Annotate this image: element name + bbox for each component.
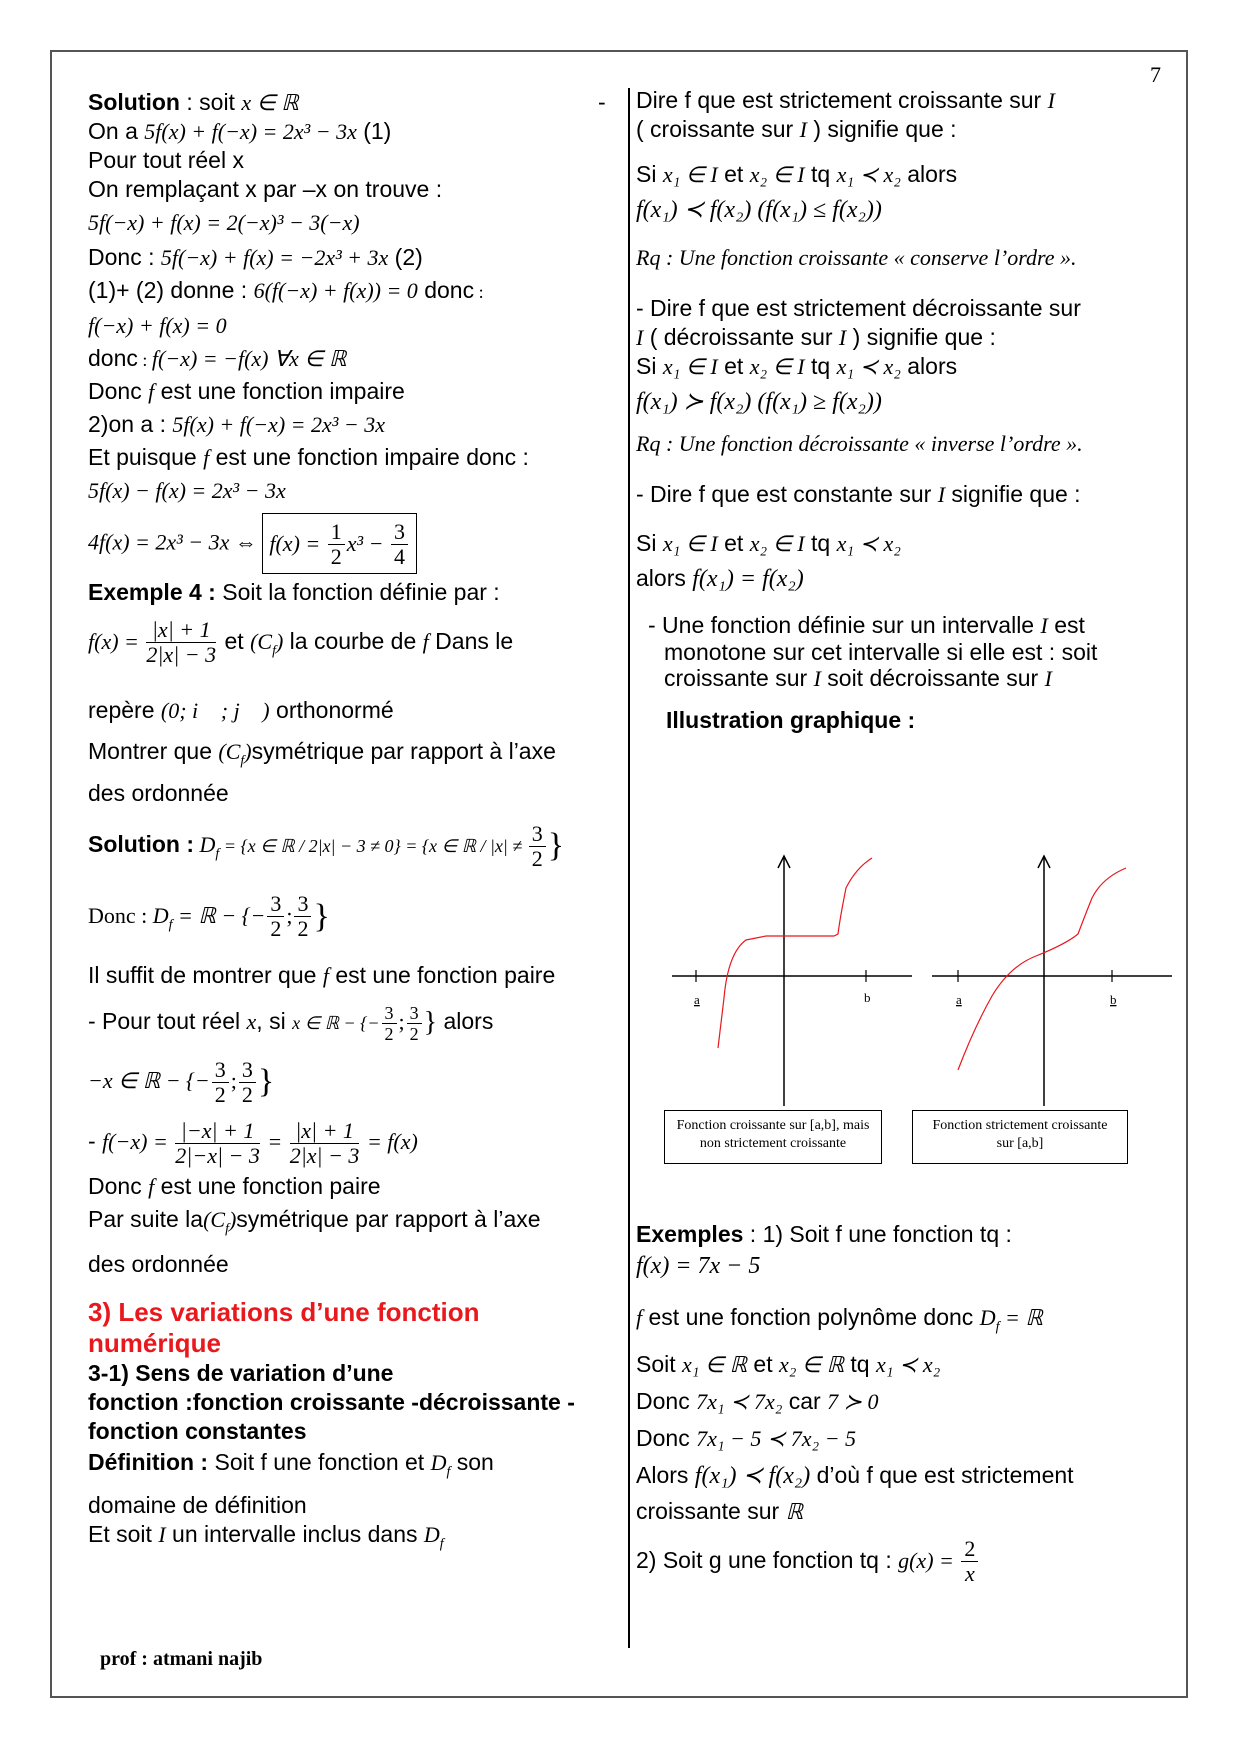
parsuite-cf: (C xyxy=(203,1207,226,1233)
frac-den: 2 xyxy=(330,544,342,570)
eq-neg-math: 5f(−x) + f(x) = 2(−x)³ − 3(−x) xyxy=(88,210,360,235)
impaire-text: Donc xyxy=(88,378,149,404)
r3-order: x₁ ≺ x₂ xyxy=(836,162,901,187)
repere-line xyxy=(88,696,618,725)
suffit-tail: est une fonction paire xyxy=(328,962,556,989)
definition-line2: domaine de définition xyxy=(88,1491,307,1518)
r9-tail: signifie que : xyxy=(945,481,1081,507)
fneg-rhs: = f(x) xyxy=(361,1129,418,1155)
r10-et: et xyxy=(717,530,750,556)
donc-df-end: } xyxy=(313,897,330,935)
frac-b xyxy=(239,1058,256,1107)
paire-tail: est une fonction paire xyxy=(154,1173,381,1200)
r-decroissante-line2 xyxy=(636,323,1176,352)
parsuite-line2: des ordonnée xyxy=(88,1250,229,1277)
eq-neg-line xyxy=(88,208,618,237)
r2-I: I xyxy=(799,117,807,142)
mono3-I2: I xyxy=(1044,666,1052,691)
df-brace-end: } xyxy=(547,827,565,865)
df-set-math: = {x ∈ ℝ / 2|x| − 3 ≠ 0} = {x ∈ ℝ / |x| ≠ xyxy=(219,836,527,857)
frac-num: 2 xyxy=(961,1537,978,1562)
e3-tq: tq xyxy=(844,1350,876,1377)
r10-x2: x₂ ∈ I xyxy=(749,531,805,556)
ex1-donc-line xyxy=(636,1387,1176,1416)
illustration-heading: Illustration graphique : xyxy=(666,707,916,733)
result-line xyxy=(88,513,618,574)
r3-et: et xyxy=(717,161,750,187)
parsuite-line xyxy=(88,1205,618,1244)
label-a: a xyxy=(956,992,962,1007)
function-tail2: Dans le xyxy=(428,628,514,654)
paire-text: Donc xyxy=(88,1173,149,1200)
negx-end: } xyxy=(257,1063,275,1101)
definition-line xyxy=(88,1448,618,1487)
frac-den: 2|x| − 3 xyxy=(289,1142,360,1168)
e6-math: f(x₁) ≺ f(x₂) xyxy=(694,1462,811,1489)
examples-line xyxy=(636,1220,1176,1249)
def3-mid: un intervalle inclus dans xyxy=(165,1520,424,1547)
r6-I2: I xyxy=(838,325,847,350)
curve-croissante xyxy=(718,858,872,1048)
frac-three-quarters xyxy=(391,520,408,569)
r7-x1: x₁ ∈ I xyxy=(662,354,718,379)
df-frac xyxy=(529,822,546,871)
frac-num: 3 xyxy=(267,892,284,917)
mono1-text: - Une fonction définie sur un intervalle xyxy=(648,612,1041,638)
suffit-f: f xyxy=(322,963,329,989)
fneg-line xyxy=(88,1113,618,1170)
r-strict-croissante-line xyxy=(636,86,1176,115)
donc-df-math: = ℝ − {− xyxy=(172,902,266,928)
frac-num: 3 xyxy=(391,520,408,545)
r6-tail: ) signifie que : xyxy=(846,324,996,350)
negx-line xyxy=(88,1054,618,1107)
r6-I: I xyxy=(636,325,644,350)
r2-text: ( croissante sur xyxy=(636,116,800,142)
part2-line xyxy=(88,410,618,439)
e2-r: = ℝ xyxy=(999,1305,1043,1330)
frac-den: 2 xyxy=(409,1023,419,1044)
r7-et: et xyxy=(717,353,750,379)
frac-den: 2 xyxy=(297,916,309,942)
r-si-line xyxy=(636,160,1176,189)
function-et: et xyxy=(218,628,251,654)
eq2-tag: (2) xyxy=(388,244,423,270)
remark-decroissante: Rq : Une fonction décroissante « inverse l’ordre ». xyxy=(636,431,1083,456)
pour-math: x ∈ ℝ − {− xyxy=(292,1013,380,1034)
r3-x1: x₁ ∈ I xyxy=(662,162,718,187)
function-tail: la courbe de xyxy=(283,628,423,654)
puisque-line xyxy=(88,443,618,472)
donc-df-symbol: D xyxy=(152,902,169,928)
r10-si: Si xyxy=(636,530,663,556)
examples-block xyxy=(636,1220,1176,1587)
r4-math: f(x₁) ≺ f(x₂) (f(x₁) ≤ f(x₂)) xyxy=(636,197,882,223)
r7-tq: tq xyxy=(804,353,837,379)
ex1-function-line xyxy=(636,1251,1176,1281)
odd-math: f(−x) = −f(x) ∀x ∈ ℝ xyxy=(151,346,347,371)
cf-sub: f xyxy=(272,643,276,659)
monotone-line2: monotone sur cet intervalle si elle est : soit xyxy=(664,639,1098,665)
result-lhs: f(x) = xyxy=(269,531,326,556)
examples-text: : 1) Soit f une fonction tq : xyxy=(743,1221,1012,1247)
odd-colon: : xyxy=(137,350,152,370)
donc-df-text: Donc : xyxy=(88,902,153,928)
pour-si: , si xyxy=(256,1008,293,1035)
paire-f: f xyxy=(148,1174,155,1200)
fneg-lhs: f(−x) = xyxy=(102,1129,174,1155)
suffit-text: Il suffit de montrer que xyxy=(88,962,323,989)
r1-text: Dire f que est strictement croissante sur xyxy=(636,87,1048,113)
e7-text: croissante sur xyxy=(636,1497,786,1524)
left-column xyxy=(88,88,618,1558)
montrer-text: Montrer que xyxy=(88,737,219,764)
e2-df: D xyxy=(979,1305,996,1330)
mono3-mid: soit décroissante sur xyxy=(820,665,1045,691)
parsuite-end: ) xyxy=(228,1207,237,1233)
caption-croissante xyxy=(664,1110,882,1164)
zero-line xyxy=(88,311,618,340)
e2-f: f xyxy=(636,1305,643,1330)
def3-df-sub: f xyxy=(439,1536,444,1552)
r3-si: Si xyxy=(636,161,663,187)
pour-tail: alors xyxy=(437,1008,494,1035)
e8-lhs: g(x) = xyxy=(898,1547,960,1573)
df-symbol: D xyxy=(194,832,216,858)
repere-math: (0; i⃗ ; j⃗ ) xyxy=(160,697,270,723)
r10-order: x₁ ≺ x₂ xyxy=(836,531,901,556)
sum-text: (1)+ (2) donne : xyxy=(88,277,254,303)
r2-tail: ) signifie que : xyxy=(806,116,957,142)
definition-df: D xyxy=(430,1449,447,1475)
r-decroissante-line xyxy=(636,294,1176,323)
r7-order: x₁ ≺ x₂ xyxy=(836,354,901,379)
donc-df-sub: f xyxy=(168,917,173,933)
e4-math: 7x₁ ≺ 7x₂ xyxy=(696,1388,783,1414)
r1-I: I xyxy=(1047,88,1055,113)
frac-b xyxy=(407,1003,422,1044)
r11-math: f(x₁) = f(x₂) xyxy=(692,566,804,592)
fneg-eq: = xyxy=(261,1129,288,1155)
example4-label: Exemple 4 : xyxy=(88,579,216,605)
impaire-line xyxy=(88,377,618,406)
pour-end: } xyxy=(423,1007,438,1039)
ex2-line xyxy=(636,1534,1176,1587)
frac-num: 3 xyxy=(407,1003,422,1024)
def3-df: D xyxy=(423,1521,440,1547)
frac-den: 4 xyxy=(393,544,405,570)
solution2-line xyxy=(88,818,618,881)
function-frac xyxy=(146,618,216,667)
frac-num: |−x| + 1 xyxy=(175,1119,260,1144)
ex1-donc-line2 xyxy=(636,1424,1176,1453)
solution-dash: - xyxy=(598,89,606,115)
e3-x1: x₁ ∈ ℝ xyxy=(682,1351,748,1377)
remark-croissante: Rq : Une fonction croissante « conserve l’ordre ». xyxy=(636,245,1077,270)
r10-tq: tq xyxy=(804,530,837,556)
r7-alors: alors xyxy=(900,353,958,379)
pour-x: x xyxy=(246,1009,257,1035)
pour-line xyxy=(88,996,618,1048)
graph-strict-croissante xyxy=(926,848,1176,1108)
line-remplacant: On remplaçant x par –x on trouve : xyxy=(88,176,443,202)
sum-math: 6(f(−x) + f(x)) = 0 xyxy=(253,278,418,303)
e5-math: 7x₁ − 5 ≺ 7x₂ − 5 xyxy=(696,1425,857,1451)
sub-line xyxy=(88,476,618,505)
definition-tail: son xyxy=(450,1448,494,1475)
section3-heading: 3) Les variations d’une fonction xyxy=(88,1296,480,1327)
mono3-I: I xyxy=(813,666,821,691)
repere-tail: orthonormé xyxy=(269,696,394,723)
puisque-tail: est une fonction impaire donc : xyxy=(209,444,529,470)
fneg-dash: - xyxy=(88,1128,103,1155)
result-box xyxy=(262,513,417,574)
solution-math: x ∈ ℝ xyxy=(241,90,299,115)
caption1-line1: Fonction croissante sur [a,b], mais xyxy=(676,1118,870,1133)
sum-line xyxy=(88,276,618,307)
e3-et: et xyxy=(747,1350,780,1377)
negx-sep: ; xyxy=(230,1068,237,1094)
pour-sep: ; xyxy=(398,1009,405,1035)
frac-den: 2 xyxy=(214,1081,226,1107)
frac-num: 3 xyxy=(382,1003,397,1024)
caption1-line2: non strictement croissante xyxy=(699,1136,847,1151)
suffit-line xyxy=(88,961,618,990)
montrer-line xyxy=(88,737,618,776)
r9-text: Dire f que est constante sur xyxy=(643,481,938,507)
solution2-label: Solution : xyxy=(88,831,195,858)
result-mid: x³ − xyxy=(346,531,389,556)
eq2-math: 5f(−x) + f(x) = −2x³ + 3x xyxy=(160,245,389,270)
subsection31-heading-line3: fonction constantes xyxy=(88,1417,307,1444)
frac-a xyxy=(382,1003,397,1044)
function-def-line xyxy=(88,613,618,680)
ex1-croissante-line xyxy=(636,1497,1176,1526)
e5-donc: Donc xyxy=(636,1424,697,1451)
frac-den: 2|x| − 3 xyxy=(146,642,217,668)
montrer-tail: symétrique par rapport à l’axe xyxy=(251,737,556,764)
frac-num: 3 xyxy=(239,1058,256,1083)
frac-den: 2 xyxy=(270,916,282,942)
sum-tail: donc xyxy=(417,277,475,303)
e8-frac xyxy=(961,1537,978,1586)
r-implication-line2 xyxy=(636,387,1176,417)
repere-text: repère xyxy=(88,696,161,723)
monotone-block xyxy=(636,612,1176,692)
e6-tail: d’où f que est strictement xyxy=(810,1461,1074,1488)
frac-num: 3 xyxy=(212,1058,229,1083)
e7-r: ℝ xyxy=(785,1498,803,1524)
frac-den: 2|−x| − 3 xyxy=(175,1142,260,1168)
subsection31-heading-line2: fonction :fonction croissante -décroissante - xyxy=(88,1388,575,1415)
negx-math: −x ∈ ℝ − {− xyxy=(88,1068,210,1094)
parsuite-text: Par suite la xyxy=(88,1206,204,1233)
frac-den: 2 xyxy=(384,1023,394,1044)
caption-strict-croissante xyxy=(912,1110,1128,1164)
impaire-tail: est une fonction impaire xyxy=(154,378,405,404)
example4-text: Soit la fonction définie par : xyxy=(215,579,500,605)
fneg-frac2 xyxy=(290,1119,360,1168)
frac-b xyxy=(294,892,311,941)
df-sub: f xyxy=(215,846,220,862)
e3-soit: Soit xyxy=(636,1350,683,1377)
r5-text: Dire f que est strictement décroissante sur xyxy=(643,295,1081,321)
def3-I: I xyxy=(158,1521,166,1547)
r3-tq: tq xyxy=(804,161,837,187)
eq1-math: 5f(x) + f(−x) = 2x³ − 3x xyxy=(144,119,357,144)
ex1-domain-line xyxy=(636,1303,1176,1342)
definition-df-sub: f xyxy=(446,1464,451,1480)
mono1-tail: est xyxy=(1047,612,1085,638)
r9-dash: - xyxy=(636,481,644,507)
eq1-tag: (1) xyxy=(356,118,392,144)
e8-text: 2) Soit g une fonction tq : xyxy=(636,1546,899,1573)
e2-df-sub: f xyxy=(995,1319,1000,1335)
right-column xyxy=(636,88,1176,735)
sub-math: 5f(x) − f(x) = 2x³ − 3x xyxy=(88,478,286,503)
ex1-alors-line xyxy=(636,1461,1176,1491)
r-constante-line xyxy=(636,480,1176,509)
montrer-sub: f xyxy=(240,753,245,769)
ex1-soit-line xyxy=(636,1350,1176,1379)
eq2-text: Donc : xyxy=(88,244,161,270)
r10-x1: x₁ ∈ I xyxy=(662,531,718,556)
r3-x2: x₂ ∈ I xyxy=(749,162,805,187)
monotone-line1 xyxy=(648,612,1176,639)
r-alors-line xyxy=(636,564,1176,594)
r-croissante-line xyxy=(636,115,1176,144)
e2-text: est une fonction polynôme donc xyxy=(642,1304,980,1330)
paire-line xyxy=(88,1172,618,1201)
frac-num: 3 xyxy=(529,822,546,847)
frac-a xyxy=(267,892,284,941)
caption2-line2: sur [a,b] xyxy=(996,1136,1044,1151)
r6-text: ( décroissante sur xyxy=(643,324,839,350)
donc-df-line xyxy=(88,889,618,952)
label-b: b xyxy=(1110,992,1117,1007)
r5-dash: - xyxy=(636,295,644,321)
function-f: f xyxy=(422,629,429,654)
sum-colon: : xyxy=(474,282,484,302)
frac-den: 2 xyxy=(531,845,543,871)
frac-half xyxy=(328,520,345,569)
e4-math2: 7 ≻ 0 xyxy=(827,1388,879,1414)
r8-math: f(x₁) ≻ f(x₂) (f(x₁) ≥ f(x₂)) xyxy=(636,389,882,415)
curve-strict-croissante xyxy=(958,868,1126,1070)
montrer-line2: des ordonnée xyxy=(88,780,229,807)
r-si-line3 xyxy=(636,529,1176,558)
e4-donc: Donc xyxy=(636,1387,697,1414)
frac-num: 3 xyxy=(294,892,311,917)
frac-den: x xyxy=(964,1561,975,1587)
definition-label: Définition : xyxy=(88,1448,209,1475)
cf-symbol: (C xyxy=(250,629,273,654)
puisque-f: f xyxy=(203,445,210,470)
definition-line3 xyxy=(88,1520,618,1559)
montrer-cf: (C xyxy=(218,738,241,764)
solution-line xyxy=(88,88,618,117)
line-pour-tout: Pour tout réel x xyxy=(88,147,244,173)
fneg-frac1 xyxy=(175,1119,260,1168)
frac-a xyxy=(212,1058,229,1107)
subsection31-heading: 3-1) Sens de variation d’une xyxy=(88,1359,394,1386)
donc-df-sep: ; xyxy=(286,902,293,928)
zero-math: f(−x) + f(x) = 0 xyxy=(88,313,227,338)
examples-label: Exemples xyxy=(636,1221,744,1247)
e4-car: car xyxy=(782,1387,828,1414)
eq1-line xyxy=(88,117,618,146)
frac-num: 1 xyxy=(328,520,345,545)
def3-text: Et soit xyxy=(88,1520,159,1547)
impaire-f: f xyxy=(148,379,155,404)
e3-order: x₁ ≺ x₂ xyxy=(876,1351,941,1377)
pour-text: - Pour tout réel xyxy=(88,1008,247,1035)
mono1-I: I xyxy=(1040,613,1048,638)
e3-x2: x₂ ∈ ℝ xyxy=(779,1351,845,1377)
r11-alors: alors xyxy=(636,565,693,591)
r-implication-line xyxy=(636,195,1176,225)
frac-num: |x| + 1 xyxy=(290,1119,360,1144)
eq1-text: On a xyxy=(88,118,145,144)
odd-text: donc xyxy=(88,345,138,371)
footer-author: prof : atmani najib xyxy=(100,1648,263,1670)
r-si-line2 xyxy=(636,352,1176,381)
graph-croissante xyxy=(666,848,916,1108)
r7-x2: x₂ ∈ I xyxy=(749,354,805,379)
cf-end: ) xyxy=(275,629,284,654)
r9-I: I xyxy=(937,482,946,507)
ex1-function: f(x) = 7x − 5 xyxy=(636,1253,761,1279)
e6-alors: Alors xyxy=(636,1461,695,1488)
frac-den: 2 xyxy=(241,1081,253,1107)
caption2-line1: Fonction strictement croissante xyxy=(932,1118,1108,1133)
mono3-text: croissante sur xyxy=(664,665,814,691)
label-b: b xyxy=(864,990,871,1005)
solution-text: : soit xyxy=(179,89,242,115)
example4-line xyxy=(88,578,618,607)
label-a: a xyxy=(694,992,700,1007)
odd-line xyxy=(88,344,618,375)
solution-label: Solution xyxy=(88,89,180,115)
column-divider xyxy=(628,88,630,1648)
definition-text: Soit f une fonction et xyxy=(208,1448,431,1475)
page-number: 7 xyxy=(1150,62,1161,87)
r7-si: Si xyxy=(636,353,663,379)
part2-text: 2)on a : xyxy=(88,411,173,437)
monotone-line3 xyxy=(648,665,1176,692)
montrer-end: ) xyxy=(244,738,252,764)
part2-math: 5f(x) + f(−x) = 2x³ − 3x xyxy=(172,412,385,437)
eq2-line xyxy=(88,243,618,272)
frac-num: |x| + 1 xyxy=(146,618,216,643)
result-math: 4f(x) = 2x³ − 3x ⇔ xyxy=(88,529,263,555)
r3-alors: alors xyxy=(900,161,958,187)
function-lhs: f(x) = xyxy=(88,629,145,654)
section3-heading-line2: numérique xyxy=(88,1327,221,1358)
puisque-text: Et puisque xyxy=(88,444,204,470)
parsuite-sub: f xyxy=(225,1221,229,1237)
parsuite-tail: symétrique par rapport à l’axe xyxy=(236,1206,541,1233)
